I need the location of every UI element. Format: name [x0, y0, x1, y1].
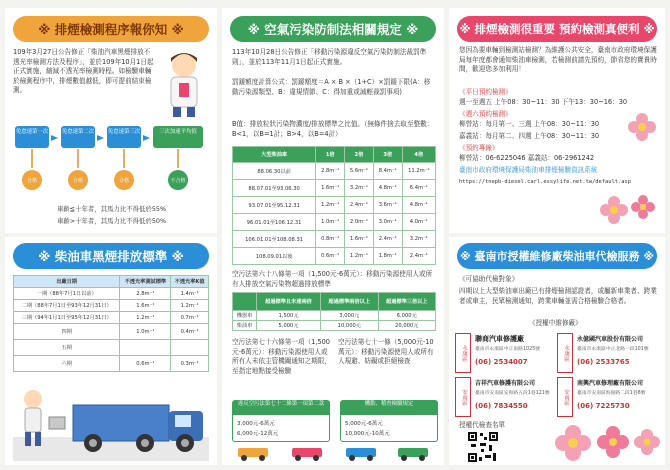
section-title: ※ 排煙檢測很重要 預約檢測真便利 ※ — [457, 16, 657, 42]
table-cell: 5,000元 — [256, 321, 320, 331]
reservation-panel — [449, 8, 665, 233]
table-cell: 1.0m⁻¹ — [120, 324, 171, 340]
emission-procedure-panel — [5, 8, 217, 233]
air-pollution-law-panel — [222, 8, 444, 465]
saturday-liuying: 柳營站：每月第一、三週 上午08：30~11：30 — [459, 120, 600, 128]
shop-address: 臺南市安南區安和路五段1巷121號 — [475, 391, 550, 396]
law-76-text: 空污法第七十六條第一項（1,500元-6萬元）：移動污染源使用人或所有人未依主管機關通知之期限，至指定地點接受檢驗 — [232, 338, 331, 375]
table-cell: 五期 — [14, 340, 120, 356]
flower-icon — [627, 112, 657, 142]
flow-step-3: 免怠速第三次 — [107, 126, 141, 148]
table-cell: 1.2m⁻¹ — [120, 312, 171, 324]
shop-name: 聯商汽車修護廠 — [475, 335, 524, 343]
table-cell: 0.6m⁻¹ — [316, 248, 345, 265]
table-cell: 0.6m⁻¹ — [120, 356, 171, 372]
table-cell: 1.6m⁻¹ — [120, 300, 171, 312]
repair-heading: 《授權中維修廠》 — [529, 319, 582, 327]
flow-arrows — [5, 8, 217, 233]
col-header: 2倍 — [345, 147, 374, 163]
table-cell: 1.0m⁻¹ — [316, 214, 345, 231]
district-tag: 永康區 — [455, 333, 471, 373]
table-cell: 106.01.01至108.08.31 — [233, 231, 316, 248]
standard-table — [13, 275, 209, 372]
table-cell: 20,000元 — [378, 321, 435, 331]
box-header: 違反空污法第七十二條第一項第二款 — [233, 401, 329, 415]
fail-badge: 不合格 — [168, 170, 188, 190]
table-cell: 四期 — [14, 324, 120, 340]
table-cell: 2.4m⁻¹ — [373, 231, 402, 248]
district-tag: 安南區 — [557, 377, 573, 417]
table-cell: 2.4m⁻¹ — [402, 248, 435, 265]
qr-caption: 授權代檢查名單 — [459, 421, 506, 429]
table-cell: 4.8m⁻¹ — [373, 180, 402, 197]
table-cell: 3.2m⁻¹ — [402, 231, 435, 248]
table-cell: 4.0m⁻¹ — [402, 214, 435, 231]
law-71-fine-box — [340, 400, 438, 442]
col-header: 超過標準且未達兩倍 — [256, 293, 320, 311]
table-cell: 0.7m⁻¹ — [171, 312, 209, 324]
table-cell: 1.2m⁻¹ — [345, 248, 374, 265]
box-row: 6,000元-12萬元 — [237, 431, 279, 437]
pass-badge-1: 合格 — [22, 170, 42, 190]
auth-heading: 《可協助代檢對象》 — [459, 275, 519, 283]
table-cell: 1,500元 — [256, 311, 320, 321]
table-cell: 96.01.01至106.12.31 — [233, 214, 316, 231]
law-71-text: 空污法第七十一條（5,000元-10萬元）：移動污染源使用人或所有人規避、妨礙或拒絕檢查 — [338, 338, 434, 366]
rule-old-vehicle: 車齡≦十年者，其馬力比不得低於55% — [57, 205, 167, 213]
table-cell: 3.2m⁻¹ — [345, 180, 374, 197]
reservation-intro: 您因為要車輛到檢測站檢測？為維護公共安全，臺南市政府環境保護局每年度都會通知柴油車檢測，若檢測前請先預約，節省您的寶貴時間，歡迎您多加利用！ — [459, 46, 657, 74]
fine-formula: 罰鍰額度計算公式：罰鍰額度＝A × B ×（1+C）×罰鍰下限(A：移動污染源類型、B：違規情節、C：得加重或減輕裁罰事項) — [232, 78, 431, 96]
table-cell: 3.0m⁻¹ — [373, 214, 402, 231]
table-cell: 93.07.01至95.12.31 — [233, 197, 316, 214]
table-cell: 2.4m⁻¹ — [345, 197, 374, 214]
b-value-note: B值：排放粒狀污染物濃度/排放標準之比值。（無條件捨去取至整數：B<1，以B=1計；B>4，以B=4計） — [232, 120, 434, 138]
truck-illustration — [13, 377, 209, 461]
table-cell: 0.3m⁻¹ — [171, 356, 209, 372]
law-intro: 113年10月28日公告修正「移動污染源違反空氣污染防制法裁罰準則」，並於113年11月1日起正式實施。 — [232, 48, 427, 66]
fine-multiplier-table — [232, 146, 436, 265]
qr-code-icon[interactable] — [467, 431, 499, 463]
shop-phone: (06) 2534007 — [475, 358, 528, 366]
district-tag: 永康區 — [557, 333, 573, 373]
shop-card — [455, 333, 567, 373]
auth-text: 四期以上大型柴油車出廠已有排煙檢測認證者，或屬新車業者、跨業者或車主，民眾檢測通知，跨業車輛並需合格檢驗合格者。 — [459, 287, 657, 305]
col-header: 3倍 — [373, 147, 402, 163]
table-cell: 2.0m⁻¹ — [345, 214, 374, 231]
col-header — [233, 293, 257, 311]
box-row: 10,000元-10萬元 — [345, 431, 390, 437]
table-cell: 三期（94年1月1日至95年12月31日） — [14, 312, 120, 324]
table-cell: 108.09.01以後 — [233, 248, 316, 265]
table-cell — [120, 340, 171, 356]
law-68-text: 空污法第六十八條第一項（1,500元-6萬元）：移動污染源使用人或所有人排放空氣污染物超過排放標準 — [232, 270, 433, 288]
weekday-hours: 週一至週五 上午08：30~11：30 下午13：30~16：30 — [459, 98, 628, 106]
shop-phone: (06) 7834550 — [475, 402, 528, 410]
section-title: ※ 空氣污染防制法相關規定 ※ — [230, 16, 436, 42]
col-header: 超過標準兩倍以上 — [321, 293, 378, 311]
table-cell: 機器車 — [233, 311, 257, 321]
shop-name: 吉祥汽車修護有限公司 — [475, 380, 536, 387]
table-cell: 1.4m⁻¹ — [171, 288, 209, 300]
table-cell: 一期（88年7月1日以前） — [14, 288, 120, 300]
col-header: 不透光率測試標準 — [120, 276, 171, 288]
table-cell: 2.8m⁻¹ — [316, 163, 345, 180]
district-tag: 安南區 — [455, 377, 471, 417]
table-cell: 2.8m⁻¹ — [120, 288, 171, 300]
table-cell: 二期（88年7月1日至93年12月31日） — [14, 300, 120, 312]
table-cell: 六期 — [14, 356, 120, 372]
intro-text: 109年3月27日公告修正「柴油汽車黑煙排放不透光率檢測方法及程序」，並於109年10月1日起正式實施，縮減不透光率檢測時程。如檢驗車輛於檢測程序中，排煙數值越低，即可提前結束檢測。 — [13, 48, 154, 95]
phone-title: 《預約專線》 — [459, 144, 499, 152]
table-cell — [171, 340, 209, 356]
table-cell: 8.4m⁻¹ — [373, 163, 402, 180]
box-row: 5,000元-6萬元 — [345, 421, 383, 427]
shop-address: 臺南市安南區海佃路二段1巷8號 — [577, 391, 646, 396]
table-cell: 10,000元 — [321, 321, 378, 331]
table-cell: 1.2m⁻¹ — [316, 197, 345, 214]
table-cell: 5.6m⁻¹ — [345, 163, 374, 180]
vehicles-illustration — [232, 444, 436, 462]
table-cell: 1.2m⁻¹ — [171, 300, 209, 312]
table-cell: 0.8m⁻¹ — [316, 231, 345, 248]
col-header: 4倍 — [402, 147, 435, 163]
table-cell: 6.4m⁻¹ — [402, 180, 435, 197]
shop-card — [557, 333, 665, 373]
shop-address: 臺南市永康區中正南路1025號 — [475, 347, 540, 352]
flower-decoration — [553, 421, 661, 463]
pass-badge-2: 合格 — [68, 170, 88, 190]
saturday-title: 《週六預約檢測》 — [459, 110, 512, 118]
shop-address: 臺南市永康區中正北路一段101號 — [577, 347, 649, 352]
saturday-chiayi: 嘉義站：每月第二、四週 上午08：30~11：30 — [459, 132, 600, 140]
col-header: 超過標準三倍以上 — [378, 293, 435, 311]
phone-numbers: 柳營站：06-6225046 嘉義站：06-2961242 — [459, 154, 595, 162]
col-header: 大型柴油車 — [233, 147, 316, 163]
rule-new-vehicle: 車齡>十年者，其馬力比不得低於50% — [57, 217, 167, 225]
shop-phone: (06) 2533765 — [577, 358, 630, 366]
section-title: ※ 臺南市授權維修廠柴油車代檢服務 ※ — [457, 243, 657, 269]
smoke-standard-panel — [5, 237, 217, 465]
box-header: 機動、稽查檢驗規定 — [341, 401, 437, 415]
shop-card — [557, 377, 665, 417]
authorized-service-panel — [449, 237, 665, 465]
system-label: 臺南市政府環境保護局柴油車排煙檢驗資訊系統 — [459, 166, 598, 174]
table-cell: 0.4m⁻¹ — [171, 324, 209, 340]
table-cell: 6,000元 — [378, 311, 435, 321]
shop-name: 南興汽車修理廠有限公司 — [577, 380, 644, 387]
flow-step-4: 三次加速平均值 — [153, 126, 203, 148]
box-row: 3,000元-6萬元 — [237, 421, 275, 427]
table-cell: 88.06.30以前 — [233, 163, 316, 180]
table-cell: 1.6m⁻¹ — [316, 180, 345, 197]
shop-name: 永億國汽車股份有限公司 — [577, 336, 644, 343]
col-header: 不透光率K值 — [171, 276, 209, 288]
section-title: ※ 柴油車黑煙排放標準 ※ — [13, 243, 209, 269]
flow-step-1: 免怠速第一次 — [15, 126, 49, 148]
shop-phone: (06) 7225730 — [577, 402, 630, 410]
col-header: 1倍 — [316, 147, 345, 163]
table-cell: 1.8m⁻¹ — [373, 248, 402, 265]
table-cell: 3.6m⁻¹ — [373, 197, 402, 214]
table-cell: 柴油車 — [233, 321, 257, 331]
law-76-fine-box — [232, 400, 330, 442]
flower-decoration — [599, 192, 659, 228]
table-cell: 1.6m⁻¹ — [345, 231, 374, 248]
shop-card — [455, 377, 567, 417]
table-cell: 3,000元 — [321, 311, 378, 321]
col-header: 出廠日期 — [14, 276, 120, 288]
table-cell: 11.2m⁻¹ — [402, 163, 435, 180]
weekday-title: 《平日預約檢測》 — [459, 88, 512, 96]
flow-step-2: 免怠速第二次 — [61, 126, 95, 148]
table-cell: 88.07.01至93.06.30 — [233, 180, 316, 197]
pass-badge-3: 合格 — [114, 170, 134, 190]
section-title: ※ 排煙檢測程序報你知 ※ — [13, 16, 209, 42]
system-url[interactable]: https://tnepb-diesel.carl.essylife.net.tw/default.asp — [459, 179, 632, 185]
law-68-fine-table — [232, 292, 436, 331]
table-cell: 4.8m⁻¹ — [402, 197, 435, 214]
